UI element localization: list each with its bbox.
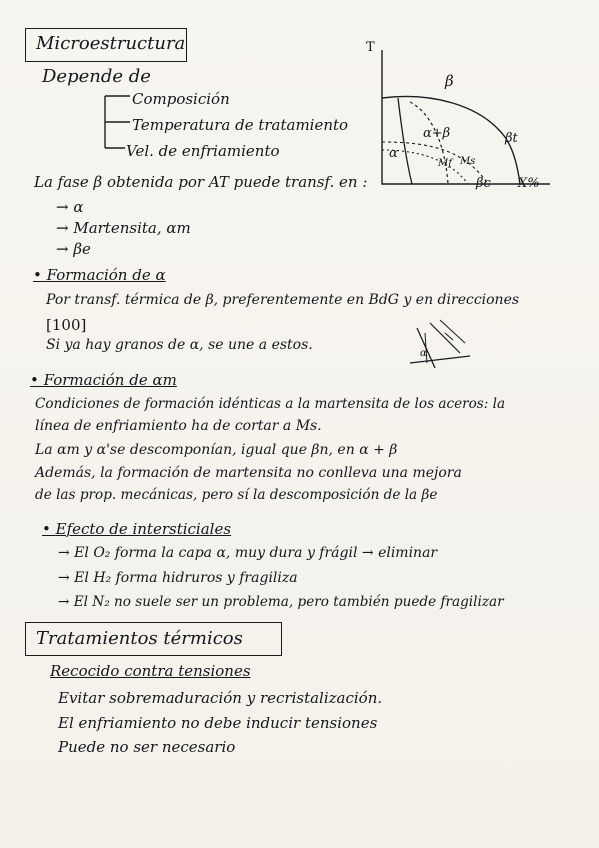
intersticiales-heading: • Efecto de intersticiales (42, 520, 231, 538)
fase-beta-line: La fase β obtenida por AT puede transf. en : (34, 173, 368, 191)
diagram-t-label: T (366, 40, 375, 55)
diagram-mf-label: Mf (438, 158, 452, 169)
tratamientos-line1: Evitar sobremaduración y recristalización. (58, 689, 383, 707)
formacion-alfam-line1: Condiciones de formación idénticas a la martensita de los aceros: la (35, 396, 506, 412)
depende-item-temperatura: Temperatura de tratamiento (132, 116, 349, 134)
formacion-alfa-line2: [100] (46, 316, 87, 334)
fase-beta-item-beta-e: → βe (56, 240, 91, 258)
intersticiales-item-o2: → El O₂ forma la capa α, muy dura y frágil → eliminar (58, 545, 438, 561)
tratamientos-line3: Puede no ser necesario (58, 738, 236, 756)
diagram-ms-label: Ms (460, 156, 476, 167)
depende-item-composicion: Composición (132, 90, 230, 108)
formacion-alfam-heading: • Formación de αm (30, 371, 177, 389)
diagram-alpha-beta-label: α+β (423, 126, 451, 141)
phase-diagram (370, 42, 560, 192)
tratamientos-title: Tratamientos térmicos (36, 628, 243, 649)
intersticiales-item-h2: → El H₂ forma hidruros y fragiliza (58, 570, 298, 586)
recocido-heading: Recocido contra tensiones (50, 662, 251, 680)
depende-label: Depende de (42, 66, 151, 87)
diagram-bt-label: βt (505, 131, 518, 146)
formacion-alfam-line5: de las prop. mecánicas, pero sí la descomposición de la βe (35, 487, 438, 503)
diagram-beta-label: β (445, 72, 454, 90)
formacion-alfa-heading: • Formación de α (33, 266, 166, 284)
grain-sketch (405, 318, 475, 378)
tratamientos-line2: El enfriamiento no debe inducir tensiones (58, 714, 378, 732)
diagram-alpha-label: α (389, 146, 398, 161)
formacion-alfam-line3: La αm y α'se descomponían, igual que βn, en α + β (35, 442, 398, 458)
fase-beta-item-alpha: → α (56, 198, 84, 216)
diagram-x-label: X% (518, 176, 540, 191)
depende-item-velocidad: Vel. de enfriamiento (126, 142, 280, 160)
formacion-alfam-line4: Además, la formación de martensita no conlleva una mejora (35, 465, 462, 481)
formacion-alfa-line3: Si ya hay granos de α, se une a estos. (46, 337, 313, 353)
intersticiales-item-n2: → El N₂ no suele ser un problema, pero también puede fragilizar (58, 594, 504, 610)
formacion-alfam-line2: línea de enfriamiento ha de cortar a Ms. (35, 418, 322, 434)
fase-beta-item-martensita: → Martensita, αm (56, 219, 191, 237)
mini-sketch-alpha-label: α (420, 348, 427, 359)
diagram-bc-label: βc (476, 176, 491, 191)
page-title: Microestructura (36, 33, 186, 54)
formacion-alfa-line1: Por transf. térmica de β, preferentemente en BdG y en direcciones (46, 292, 520, 308)
